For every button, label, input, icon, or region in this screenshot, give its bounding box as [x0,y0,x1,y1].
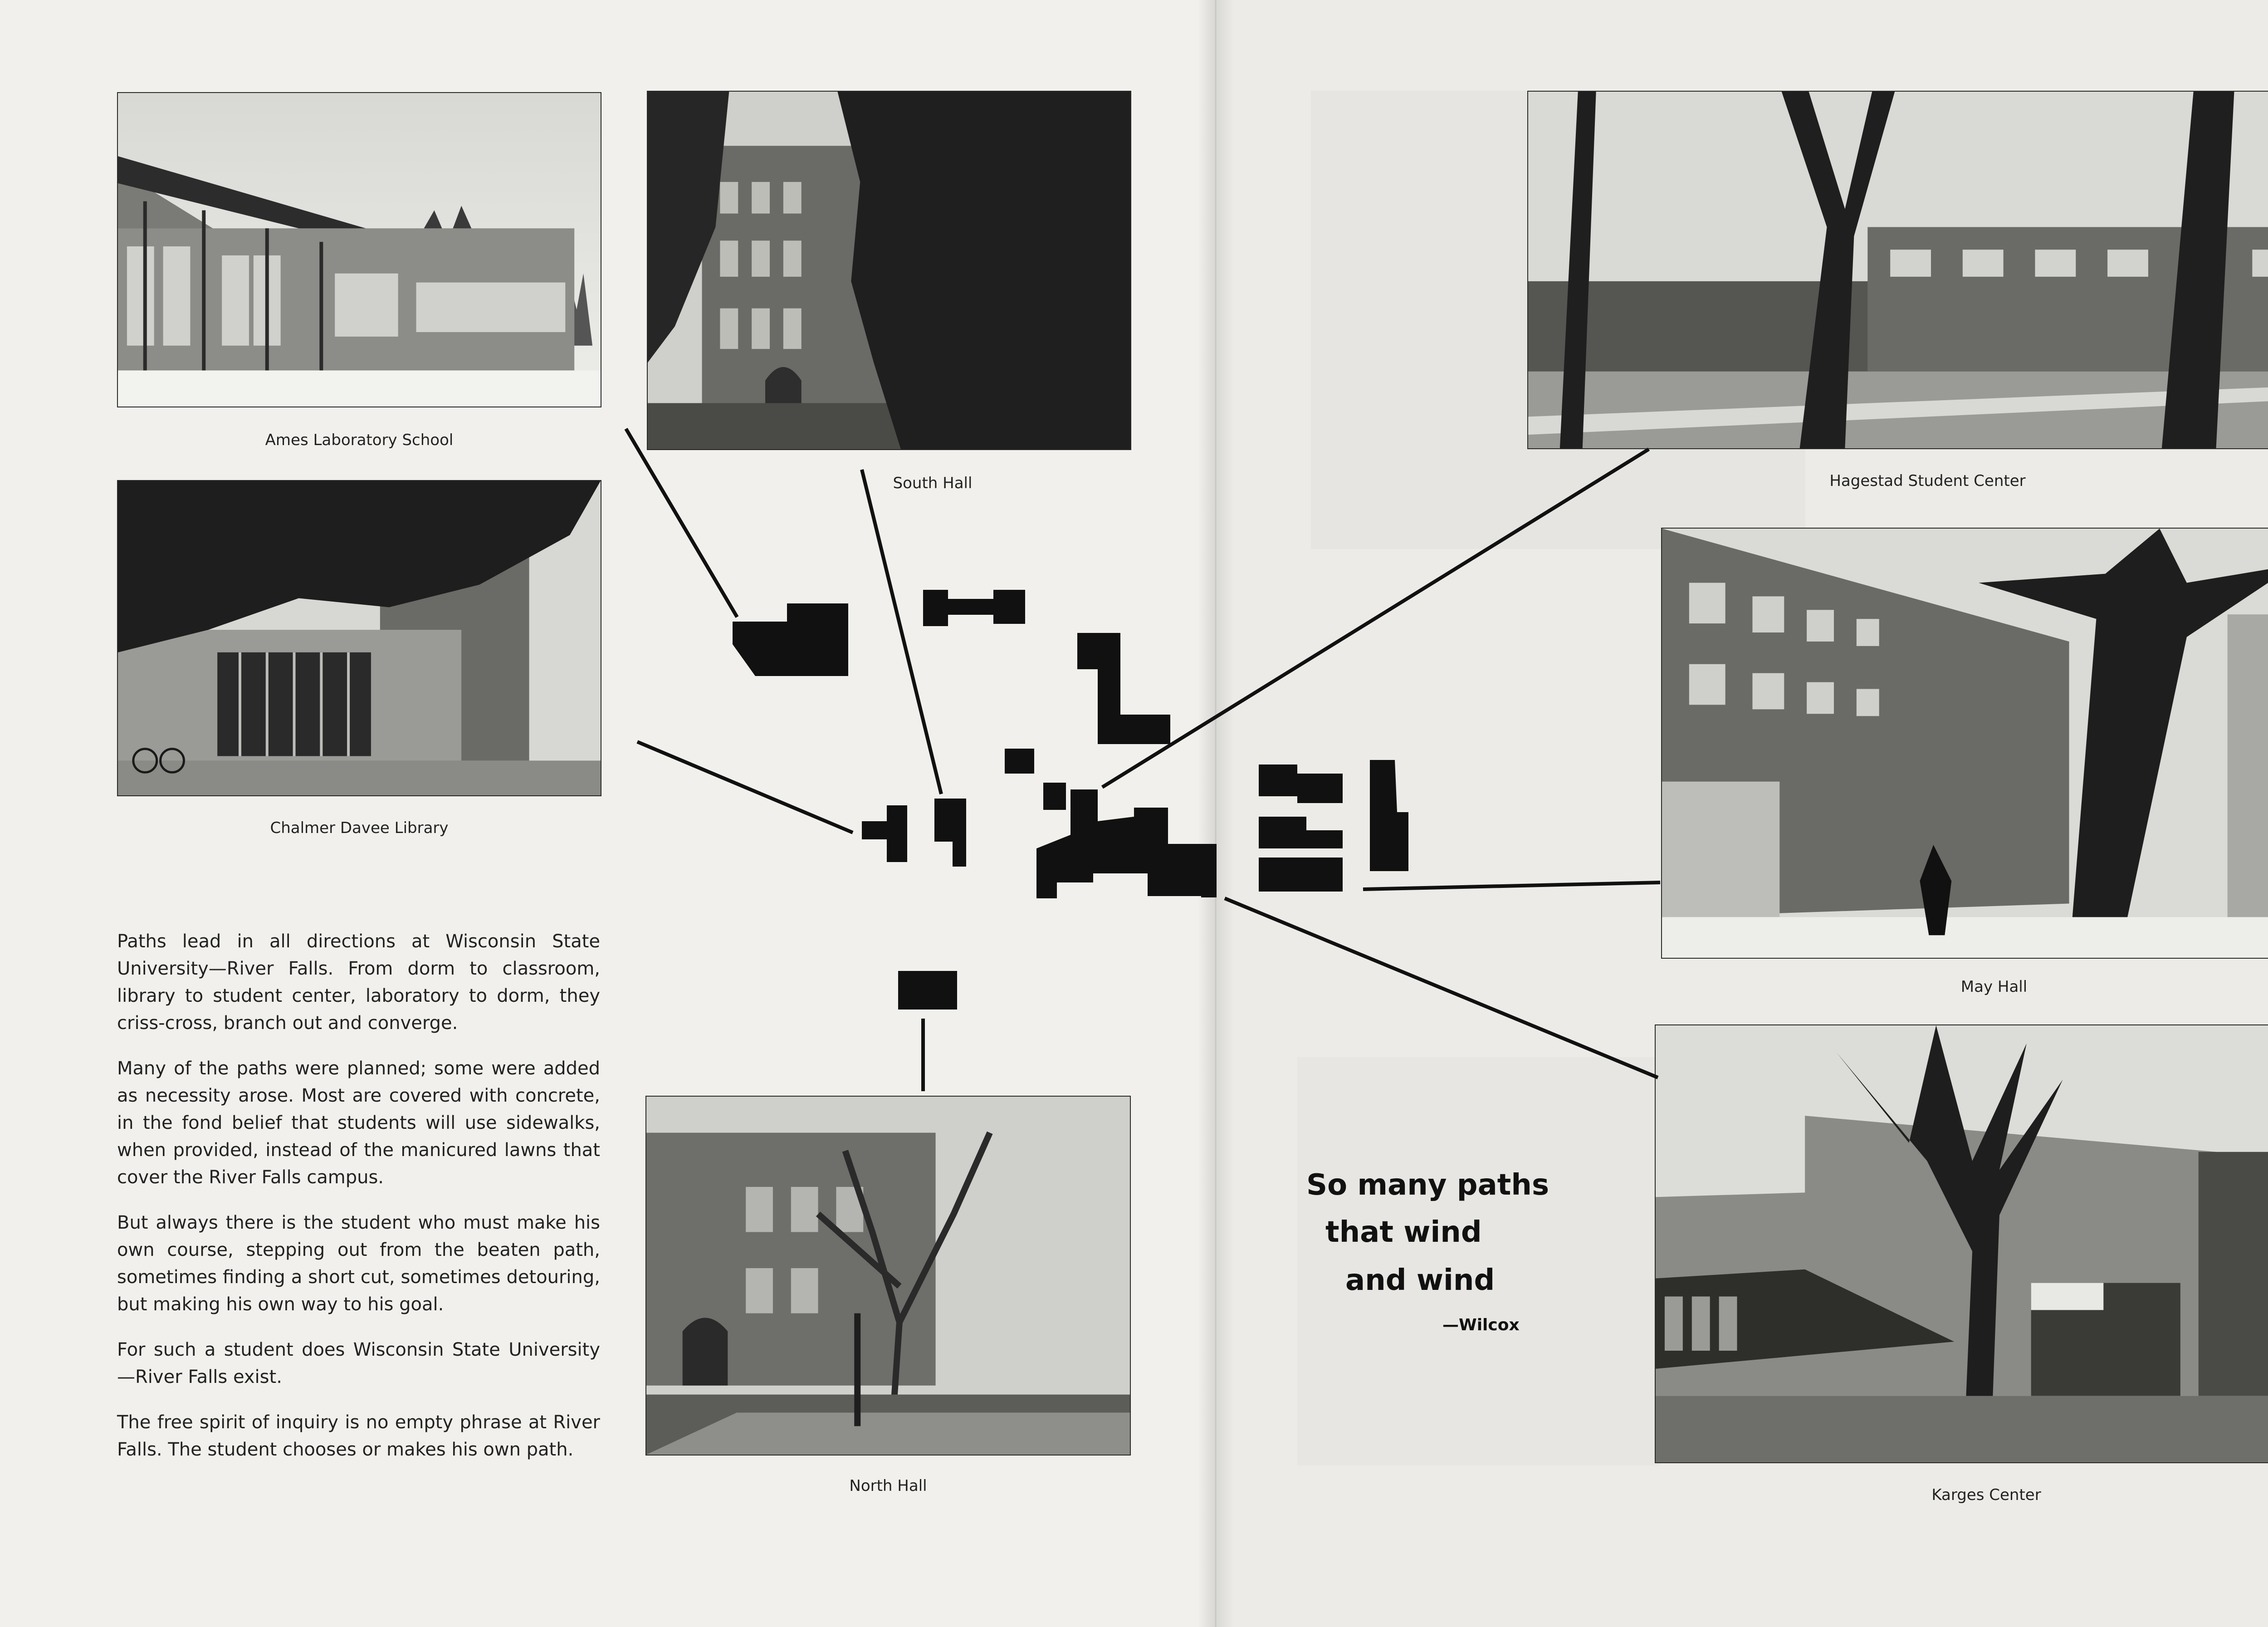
intro-text [117,928,600,1481]
chalmer-davee-library-photo [117,480,601,796]
hagestad-student-center-photo [1527,91,2268,449]
ames-laboratory-school-photo [117,92,601,407]
may-caption: May Hall [1960,978,2028,996]
south-caption: South Hall [893,474,973,492]
karges-center-photo [1655,1024,2268,1463]
quote-line-2: that wind [1325,1215,1482,1249]
may-hall-photo [1661,528,2268,959]
north-caption: North Hall [849,1477,927,1495]
karges-caption: Karges Center [1931,1486,2041,1504]
quote-attribution: —Wilcox [1442,1316,1520,1334]
paragraph: For such a student does Wisconsin State University—River Falls exist. [117,1339,600,1387]
ames-caption: Ames Laboratory School [265,431,454,449]
davee-caption: Chalmer Davee Library [270,819,449,837]
paragraph: Paths lead in all directions at Wisconsin State University—River Falls. From dorm to classroom, library to student center, laboratory to dorm, they criss-cross, branch out and converge. [117,931,600,1034]
quote-line-3: and wind [1345,1264,1495,1297]
paragraph: But always there is the student who must make his own course, stepping out from the beaten path, sometimes finding a short cut, sometimes detouring, but making his own way to his goal. [117,1212,600,1315]
paragraph: Many of the paths were planned; some were added as necessity arose. Most are covered with concrete, in the fond belief that students will use sidewalks, when provided, instead of the manicured lawns that cover the River Falls campus. [117,1058,600,1188]
paragraph: The free spirit of inquiry is no empty phrase at River Falls. The student chooses or makes his own path. [117,1412,600,1460]
hagestad-caption: Hagestad Student Center [1829,472,2026,490]
page-gutter [1198,0,1234,1627]
north-hall-photo [645,1096,1131,1455]
south-hall-photo [647,91,1131,450]
quote-line-1: So many paths [1306,1168,1549,1202]
